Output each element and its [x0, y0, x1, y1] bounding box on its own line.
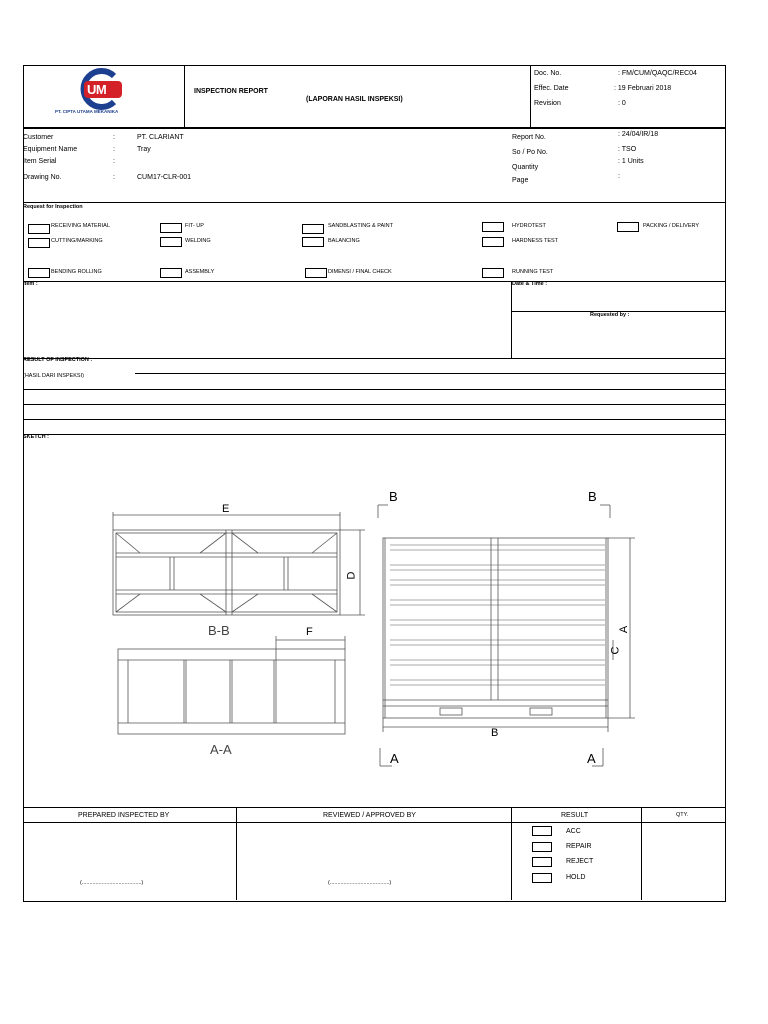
- section-a-bottom-left: A: [390, 751, 399, 766]
- sketch-label: SKETCH :: [23, 434, 49, 440]
- result-subtitle: (HASIL DARI INSPEKSI): [23, 373, 84, 379]
- revision-label: Revision: [534, 100, 561, 107]
- hydrotest-label: HYDROTEST: [512, 223, 546, 229]
- acc-checkbox[interactable]: [532, 826, 552, 836]
- effec-date-label: Effec. Date: [534, 85, 569, 92]
- section-b-top-left: B: [389, 489, 398, 504]
- footer-header-divider: [23, 822, 725, 823]
- item-label: Item :: [23, 281, 38, 287]
- fitup-label: FIT- UP: [185, 223, 204, 229]
- item-serial-label: Item Serial: [23, 158, 57, 165]
- receiving-label: RECEIVING MATERIAL: [51, 223, 110, 229]
- company-name: PT. CIPTA UTAMA MEKANIKA: [55, 109, 119, 114]
- repair-label: REPAIR: [566, 843, 592, 850]
- revision-value: : 0: [618, 100, 626, 107]
- equipment-colon: :: [113, 146, 115, 153]
- dim-e-label: E: [222, 503, 230, 515]
- dimensi-label: DIMENSI / FINAL CHECK: [328, 269, 392, 275]
- so-po-label: So / Po No.: [512, 149, 548, 156]
- dim-c-label: C: [609, 646, 622, 655]
- date-time-label: Date & Time :: [512, 281, 548, 287]
- reviewed-label: REVIEWED / APPROVED BY: [323, 812, 416, 819]
- welding-label: WELDING: [185, 238, 211, 244]
- footer-divider-1: [236, 807, 237, 900]
- page-label: Page: [512, 177, 529, 184]
- logo-text: UM: [87, 82, 107, 97]
- requested-by-label: Requested by :: [590, 312, 630, 318]
- dim-f-label: F: [306, 626, 313, 638]
- report-no-value: : 24/04/IR/18: [618, 131, 659, 138]
- footer-top-divider: [23, 807, 725, 808]
- sandblasting-label: SANDBLASTING & PAINT: [328, 223, 393, 229]
- result-title: RESULT OF INSPECTION :: [23, 357, 93, 363]
- packing-label: PACKING / DELIVERY: [643, 223, 700, 229]
- footer-divider-2: [511, 807, 512, 900]
- hold-label: HOLD: [566, 874, 586, 881]
- quantity-label: Quantity: [512, 164, 539, 171]
- equipment-label: Equipment Name: [23, 146, 78, 153]
- running-label: RUNNING TEST: [512, 269, 554, 275]
- page-value: :: [618, 173, 620, 180]
- dim-b-label: B: [491, 727, 499, 739]
- customer-colon: :: [113, 134, 115, 141]
- drawing-label: Drawing No.: [23, 174, 62, 181]
- dim-d-label: D: [345, 571, 358, 580]
- qty-label: QTY.: [676, 812, 689, 818]
- report-subtitle: (LAPORAN HASIL INSPEKSI): [306, 96, 403, 103]
- reject-checkbox[interactable]: [532, 857, 552, 867]
- result-header-label: RESULT: [561, 812, 589, 819]
- customer-label: Customer: [23, 134, 54, 141]
- doc-no-label: Doc. No.: [534, 70, 562, 77]
- report-no-label: Report No.: [512, 134, 546, 141]
- reviewed-signature: (.......................................): [328, 880, 392, 886]
- customer-value: PT. CLARIANT: [137, 134, 184, 141]
- effec-date-value: : 19 Februari 2018: [614, 85, 672, 92]
- so-po-value: : TSO: [618, 146, 637, 153]
- prepared-signature: (.......................................): [80, 880, 144, 886]
- doc-no-value: : FM/CUM/QAQC/REC04: [618, 70, 697, 77]
- item-serial-colon: :: [113, 158, 115, 165]
- section-a-bottom-right: A: [587, 751, 596, 766]
- equipment-value: Tray: [137, 146, 151, 153]
- section-b-top-right: B: [588, 489, 597, 504]
- acc-label: ACC: [566, 828, 581, 835]
- reject-label: REJECT: [566, 858, 594, 865]
- request-title: Request for Inspection: [23, 204, 83, 210]
- section-aa-label: A-A: [210, 742, 232, 757]
- section-bb-label: B-B: [208, 623, 230, 638]
- drawing-value: CUM17-CLR-001: [137, 174, 192, 181]
- drawing-colon: :: [113, 174, 115, 181]
- prepared-label: PREPARED INSPECTED BY: [78, 812, 170, 819]
- hold-checkbox[interactable]: [532, 873, 552, 883]
- bending-label: BENDING ROLLING: [51, 269, 102, 275]
- assembly-label: ASSEMBLY: [185, 269, 215, 275]
- hardness-label: HARDNESS TEST: [512, 238, 559, 244]
- repair-checkbox[interactable]: [532, 842, 552, 852]
- cutting-label: CUTTING/MARKING: [51, 238, 103, 244]
- dim-a-side-label: A: [618, 625, 631, 634]
- footer-divider-3: [641, 807, 642, 900]
- balancing-label: BALANCING: [328, 238, 360, 244]
- report-title: INSPECTION REPORT: [194, 88, 268, 95]
- quantity-value: : 1 Units: [618, 158, 644, 165]
